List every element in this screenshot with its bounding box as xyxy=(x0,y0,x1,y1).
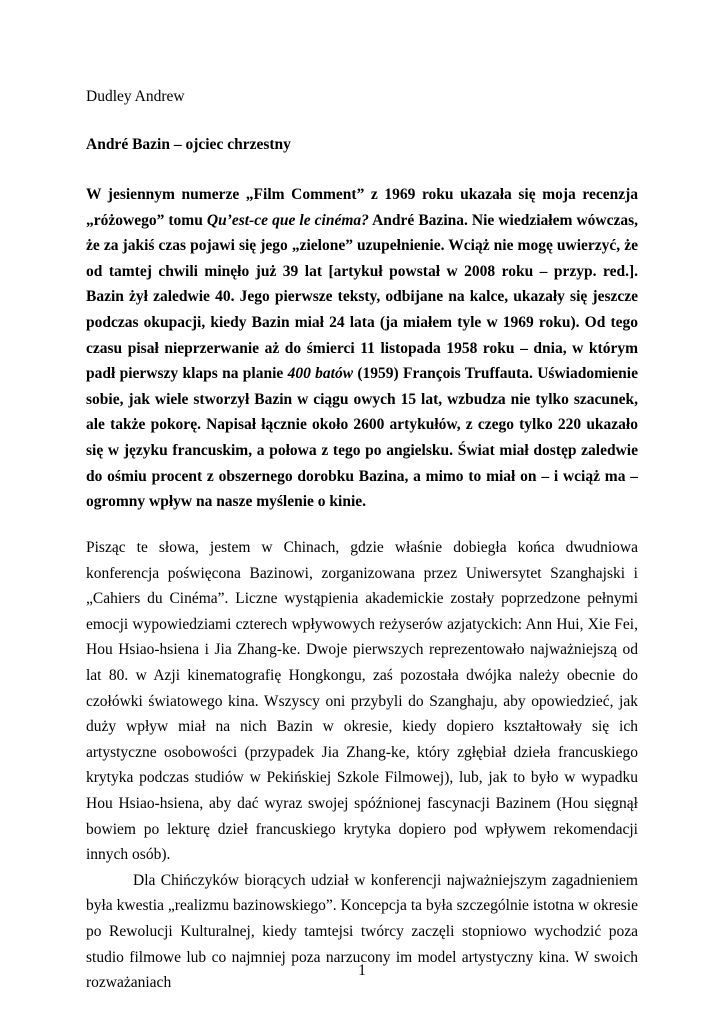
lead-text-1: W jesiennym numerze „Film Comment” z 1969 roku ukazała się moja recenzja „różowego” tomu xyxy=(86,186,638,229)
film-title-italic: 400 batów xyxy=(287,365,354,383)
book-title-italic: Qu’est-ce que le cinéma? xyxy=(206,211,369,229)
body-paragraph: Pisząc te słowa, jestem w Chinach, gdzie właśnie dobiegła końca dwudniowa konferencja poświęcona Bazinowi, zorganizowana przez Uniwersytet Szanghajski i „Cahiers du Cinéma”. Liczne wystąpienia akademickie zostały poprzedzone pełnymi emocji wypowiedziami czterech wpływowych reżyserów azjatyckich: Ann Hui, Xie Fei, Hou Hsiao-hsiena i Jia Zhang-ke. Dwoje pierwszych reprezentowało najważniejszą od lat 80. w Azji kinematografię Hongkongu, zaś pozostała dwójka należy obecnie do czołówki światowego kina. Wszyscy oni przybyli do Szanghaju, aby opowiedzieć, jak duży wpływ miał na nich Bazin w okresie, kiedy dopiero kształtowały się ich artystyczne osobowości (przypadek Jia Zhang-ke, który zgłębiał dzieła francuskiego krytyka podczas studiów w Pekińskiej Szkole Filmowej), lub, jak to było w wypadku Hou Hsiao-hsiena, aby dać wyraz swojej spóźnionej fascynacji Bazinem (Hou sięgnął bowiem po lekturę dzieł francuskiego krytyka dopiero pod wpływem rekomendacji innych osób). xyxy=(86,539,638,864)
body-text xyxy=(86,535,638,996)
lead-text-3: (1959) François Truffauta. Uświadomienie sobie, jak wiele stworzył Bazin w ciągu owych 15 lat, wzbudza nie tylko szacunek, ale także pokorę. Napisał łącznie około 2600 artykułów, z czego tylko 220 ukazało się w języku francuskim, a połowa z tego po angielsku. Świat miał dostęp zaledwie do ośmiu procent z obszernego dorobku Bazina, a mimo to miał on – i wciąż ma – ogromny wpływ na nasze myślenie o kinie. xyxy=(86,365,638,511)
author-name: Dudley Andrew xyxy=(86,88,185,105)
lead-paragraph xyxy=(86,182,638,515)
lead-text-2: André Bazina. Nie wiedziałem wówczas, że za jakiś czas pojawi się jego „zielone” uzupełnienie. Wciąż nie mogę uwierzyć, że od tamtej chwili minęło już 39 lat [artykuł powstał w 2008 roku – przyp. red.]. Bazin żył zaledwie 40. Jego pierwsze teksty, odbijane na kalce, ukazały się jeszcze podczas okupacji, kiedy Bazin miał 24 lata (ja miałem tyle w 1969 roku). Od tego czasu pisał nieprzerwanie aż do śmierci 11 listopada 1958 roku – dnia, w którym padł pierwszy klaps na planie xyxy=(86,211,639,383)
page-number: 1 xyxy=(358,962,366,979)
article-title: André Bazin – ojciec chrzestny xyxy=(86,136,291,153)
body-paragraph: Dla Chińczyków biorących udział w konferencji najważniejszym zagadnieniem była kwestia „realizmu bazinowskiego”. Koncepcja ta była szczególnie istotna w okresie po Rewolucji Kulturalnej, kiedy tamtejsi twórcy zaczęli stopniowo wychodzić poza studio filmowe lub co najmniej poza narzucony im model artystyczny kina. W swoich rozważaniach xyxy=(86,871,638,992)
